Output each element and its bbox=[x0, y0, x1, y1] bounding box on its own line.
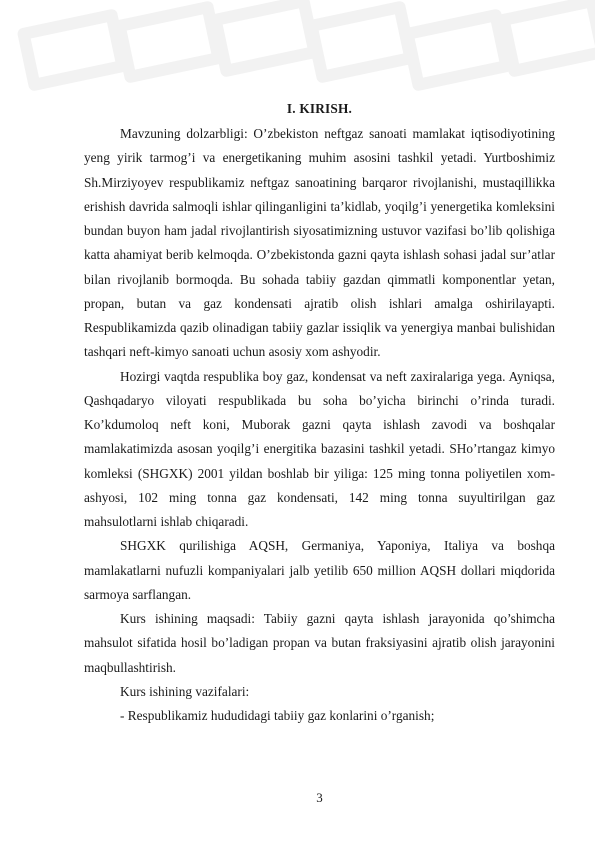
page-number: 3 bbox=[316, 790, 323, 805]
paragraph-goal: Kurs ishining maqsadi: Tabiiy gazni qayta ishlash jarayonida qo’shimcha mahsulot sifatida hosil bo’ladigan propan va butan fraksiyasini ajratib olish jarayonini maqbullashtirish. bbox=[84, 611, 555, 675]
body-text bbox=[84, 122, 555, 728]
paragraph-task-item: - Respublikamiz hududidagi tabiiy gaz konlarini o’rganish; bbox=[120, 708, 435, 723]
paragraph-tasks-heading: Kurs ishining vazifalari: bbox=[120, 683, 250, 699]
paragraph-relevance: Mavzuning dolzarbligi: O’zbekiston neftgaz sanoati mamlakat iqtisodiyotining yeng yirik tarmog’i va energetikaning muhim asosini tashkil yetadi. Yurtboshimiz Sh.Mirziyoyev respublikamiz neftgaz sanoatining barqaror rivojlanishi, mustaqillikka erishish davrida salmoqli ishlar qilinganligini ta’kidlab, yoqilg’i yenergetika komleksini bundan buyon ham jadal rivojlantirish siyosatimizning ustuvor vazifasi bo’lib qolishiga katta ahamiyat berib kelmoqda. O’zbekistonda gazni qayta ishlash sohasi jadal sur’atlar bilan rivojlanib bormoqda. Bu sohada tabiiy gazdan qimmatli komponentlar yetan, propan, butan va gaz kondensati ajratib olish ishlari amalga oshirilayapti. Respublikamizda qazib olinadigan tabiiy gazlar issiqlik va yenergiya manbai bulishidan tashqari neft-kimyo sanoati uchun asosiy xom ashyodir. bbox=[84, 126, 555, 360]
paragraph-reserves: Hozirgi vaqtda respublika boy gaz, kondensat va neft zaxiralariga yega. Ayniqsa, Qashqadaryo viloyati respublikada bu soha bo’yicha birinchi o’rinda turadi. Ko’kdumoloq neft koni, Muborak gazni qayta ishlash zavodi va boshqalar mamlakatimizda asosan yoqilg’i energitika bazasini tashkil yetadi. SHo’rtangaz kimyo komleksi (SHGXK) 2001 yildan boshlab bir yiliga: 125 ming tonna poliyetilen xom-ashyosi, 102 ming tonna gaz kondensati, 142 ming tonna suyultirilgan gaz mahsulotlarni ishlab chiqaradi. bbox=[84, 368, 555, 529]
paragraph-investment: SHGXK qurilishiga AQSH, Germaniya, Yaponiya, Italiya va boshqa mamlakatlarni nufuzli kompaniyalari jalb yetilib 650 million AQSH dollari miqdorida sarmoya sarflangan. bbox=[84, 538, 555, 602]
section-title: I. KIRISH. bbox=[286, 101, 353, 116]
